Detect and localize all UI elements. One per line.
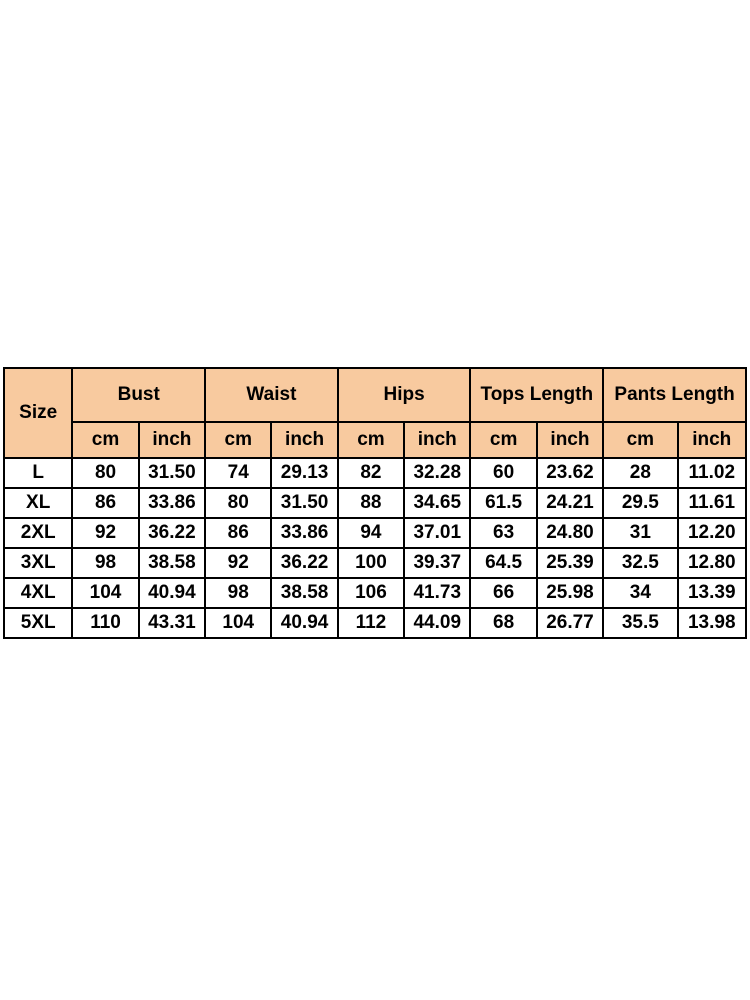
waist-cm-cell: 104 bbox=[205, 608, 271, 638]
tops-length-cm-cell: 61.5 bbox=[470, 488, 536, 518]
unit-header-cm: cm bbox=[72, 422, 138, 458]
waist-inch-cell: 31.50 bbox=[271, 488, 337, 518]
unit-header-cm: cm bbox=[205, 422, 271, 458]
pants-length-cm-cell: 35.5 bbox=[603, 608, 677, 638]
hips-inch-cell: 37.01 bbox=[404, 518, 470, 548]
header-unit-row bbox=[4, 422, 746, 458]
tops-length-inch-cell: 24.21 bbox=[537, 488, 603, 518]
hips-inch-cell: 39.37 bbox=[404, 548, 470, 578]
pants-length-inch-cell: 12.20 bbox=[678, 518, 746, 548]
tops-length-cm-cell: 63 bbox=[470, 518, 536, 548]
unit-header-cm: cm bbox=[470, 422, 536, 458]
waist-cm-cell: 98 bbox=[205, 578, 271, 608]
tops-length-inch-cell: 24.80 bbox=[537, 518, 603, 548]
table-row bbox=[4, 548, 746, 578]
size-header: Size bbox=[4, 368, 72, 458]
waist-inch-cell: 29.13 bbox=[271, 458, 337, 488]
bust-cm-cell: 86 bbox=[72, 488, 138, 518]
waist-inch-cell: 38.58 bbox=[271, 578, 337, 608]
bust-inch-cell: 31.50 bbox=[139, 458, 205, 488]
waist-cm-cell: 86 bbox=[205, 518, 271, 548]
bust-inch-cell: 36.22 bbox=[139, 518, 205, 548]
tops-length-inch-cell: 26.77 bbox=[537, 608, 603, 638]
size-cell: 5XL bbox=[4, 608, 72, 638]
tops-length-inch-cell: 23.62 bbox=[537, 458, 603, 488]
waist-inch-cell: 36.22 bbox=[271, 548, 337, 578]
bust-inch-cell: 40.94 bbox=[139, 578, 205, 608]
unit-header-inch: inch bbox=[139, 422, 205, 458]
size-chart-body bbox=[4, 458, 746, 638]
unit-header-inch: inch bbox=[271, 422, 337, 458]
tops-length-cm-cell: 64.5 bbox=[470, 548, 536, 578]
bust-inch-cell: 43.31 bbox=[139, 608, 205, 638]
pants-length-inch-cell: 11.61 bbox=[678, 488, 746, 518]
table-row bbox=[4, 518, 746, 548]
pants-length-cm-cell: 31 bbox=[603, 518, 677, 548]
size-cell: 4XL bbox=[4, 578, 72, 608]
header-group-row bbox=[4, 368, 746, 422]
table-row bbox=[4, 458, 746, 488]
size-cell: 2XL bbox=[4, 518, 72, 548]
waist-cm-cell: 74 bbox=[205, 458, 271, 488]
size-chart-table bbox=[3, 367, 747, 639]
pants-length-cm-cell: 34 bbox=[603, 578, 677, 608]
hips-inch-cell: 32.28 bbox=[404, 458, 470, 488]
pants-length-inch-cell: 11.02 bbox=[678, 458, 746, 488]
unit-header-inch: inch bbox=[404, 422, 470, 458]
bust-inch-cell: 38.58 bbox=[139, 548, 205, 578]
bust-cm-cell: 80 bbox=[72, 458, 138, 488]
pants-length-cm-cell: 32.5 bbox=[603, 548, 677, 578]
pants-length-inch-cell: 13.98 bbox=[678, 608, 746, 638]
unit-header-cm: cm bbox=[338, 422, 404, 458]
hips-cm-cell: 88 bbox=[338, 488, 404, 518]
table-row bbox=[4, 578, 746, 608]
table-row bbox=[4, 608, 746, 638]
bust-header: Bust bbox=[72, 368, 205, 422]
bust-cm-cell: 98 bbox=[72, 548, 138, 578]
waist-header: Waist bbox=[205, 368, 338, 422]
tops-length-cm-cell: 66 bbox=[470, 578, 536, 608]
pants-length-header: Pants Length bbox=[603, 368, 746, 422]
tops-length-cm-cell: 60 bbox=[470, 458, 536, 488]
tops-length-header: Tops Length bbox=[470, 368, 603, 422]
waist-inch-cell: 40.94 bbox=[271, 608, 337, 638]
waist-cm-cell: 92 bbox=[205, 548, 271, 578]
size-cell: XL bbox=[4, 488, 72, 518]
hips-inch-cell: 41.73 bbox=[404, 578, 470, 608]
hips-header: Hips bbox=[338, 368, 471, 422]
hips-inch-cell: 34.65 bbox=[404, 488, 470, 518]
pants-length-cm-cell: 29.5 bbox=[603, 488, 677, 518]
hips-cm-cell: 94 bbox=[338, 518, 404, 548]
hips-cm-cell: 112 bbox=[338, 608, 404, 638]
table-row bbox=[4, 488, 746, 518]
unit-header-cm: cm bbox=[603, 422, 677, 458]
hips-cm-cell: 106 bbox=[338, 578, 404, 608]
unit-header-inch: inch bbox=[537, 422, 603, 458]
tops-length-inch-cell: 25.39 bbox=[537, 548, 603, 578]
tops-length-cm-cell: 68 bbox=[470, 608, 536, 638]
hips-cm-cell: 82 bbox=[338, 458, 404, 488]
waist-cm-cell: 80 bbox=[205, 488, 271, 518]
pants-length-inch-cell: 12.80 bbox=[678, 548, 746, 578]
hips-cm-cell: 100 bbox=[338, 548, 404, 578]
size-cell: 3XL bbox=[4, 548, 72, 578]
pants-length-cm-cell: 28 bbox=[603, 458, 677, 488]
bust-cm-cell: 104 bbox=[72, 578, 138, 608]
pants-length-inch-cell: 13.39 bbox=[678, 578, 746, 608]
size-cell: L bbox=[4, 458, 72, 488]
bust-inch-cell: 33.86 bbox=[139, 488, 205, 518]
bust-cm-cell: 92 bbox=[72, 518, 138, 548]
waist-inch-cell: 33.86 bbox=[271, 518, 337, 548]
bust-cm-cell: 110 bbox=[72, 608, 138, 638]
tops-length-inch-cell: 25.98 bbox=[537, 578, 603, 608]
hips-inch-cell: 44.09 bbox=[404, 608, 470, 638]
unit-header-inch: inch bbox=[678, 422, 746, 458]
